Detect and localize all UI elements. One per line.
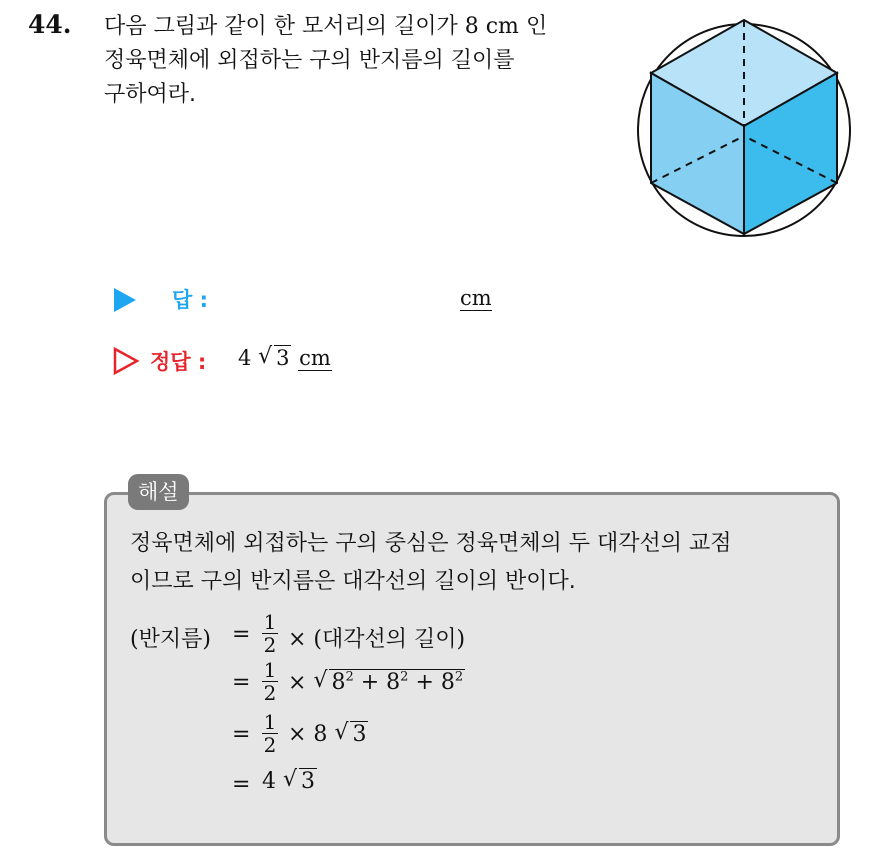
fraction-half: 1 2 bbox=[263, 658, 277, 705]
sqrt-symbol: √ $8^2 + 8^2 + 8^2$ bbox=[313, 668, 464, 696]
fraction-half: 1 2 bbox=[263, 610, 277, 657]
question-line-1: 다음 그림과 같이 한 모서리의 길이가 8 cm 인 bbox=[104, 14, 548, 39]
play-triangle-icon bbox=[114, 288, 136, 312]
solution-math: (반지름) = 1 2 × (대각선의 길이) = 1 2 × √ $8^2 + 8^2 + 8^2$ = 1 2 × 8 √ 3 = 4 √ 3 bbox=[130, 610, 466, 797]
edge-length: 8 cm bbox=[464, 14, 519, 39]
solution-line-2: 이므로 구의 반지름은 대각선의 길이의 반이다. bbox=[130, 569, 576, 594]
question-text bbox=[104, 10, 624, 112]
question-line-2: 정육면체에 외접하는 구의 반지름의 길이를 bbox=[104, 48, 515, 73]
question-number: 44. bbox=[28, 10, 72, 39]
sqrt-symbol: √ 3 bbox=[334, 720, 367, 747]
correct-answer-row bbox=[110, 344, 530, 384]
cube-in-sphere-figure bbox=[636, 16, 852, 244]
fraction-half: 1 2 bbox=[263, 710, 277, 757]
answer-row bbox=[110, 284, 530, 318]
correct-answer-unit: cm bbox=[299, 346, 331, 370]
correct-answer-label: 정답 : bbox=[150, 350, 207, 374]
answer-unit: cm bbox=[460, 286, 492, 310]
question-line-3: 구하여라. bbox=[104, 82, 197, 107]
solution-tag: 해설 bbox=[128, 474, 189, 510]
answer-label: 답 : bbox=[172, 288, 208, 312]
radius-term: (반지름) bbox=[130, 627, 211, 652]
solution-line-1: 정육면체에 외접하는 구의 중심은 정육면체의 두 대각선의 교점 bbox=[130, 531, 732, 556]
sqrt-symbol: √ 3 bbox=[283, 767, 315, 794]
correct-answer-value: 4 √ 3 cm bbox=[238, 344, 331, 370]
solution-text bbox=[130, 525, 830, 601]
sqrt-symbol: √ 3 bbox=[258, 344, 290, 370]
outline-triangle-icon bbox=[112, 346, 140, 376]
